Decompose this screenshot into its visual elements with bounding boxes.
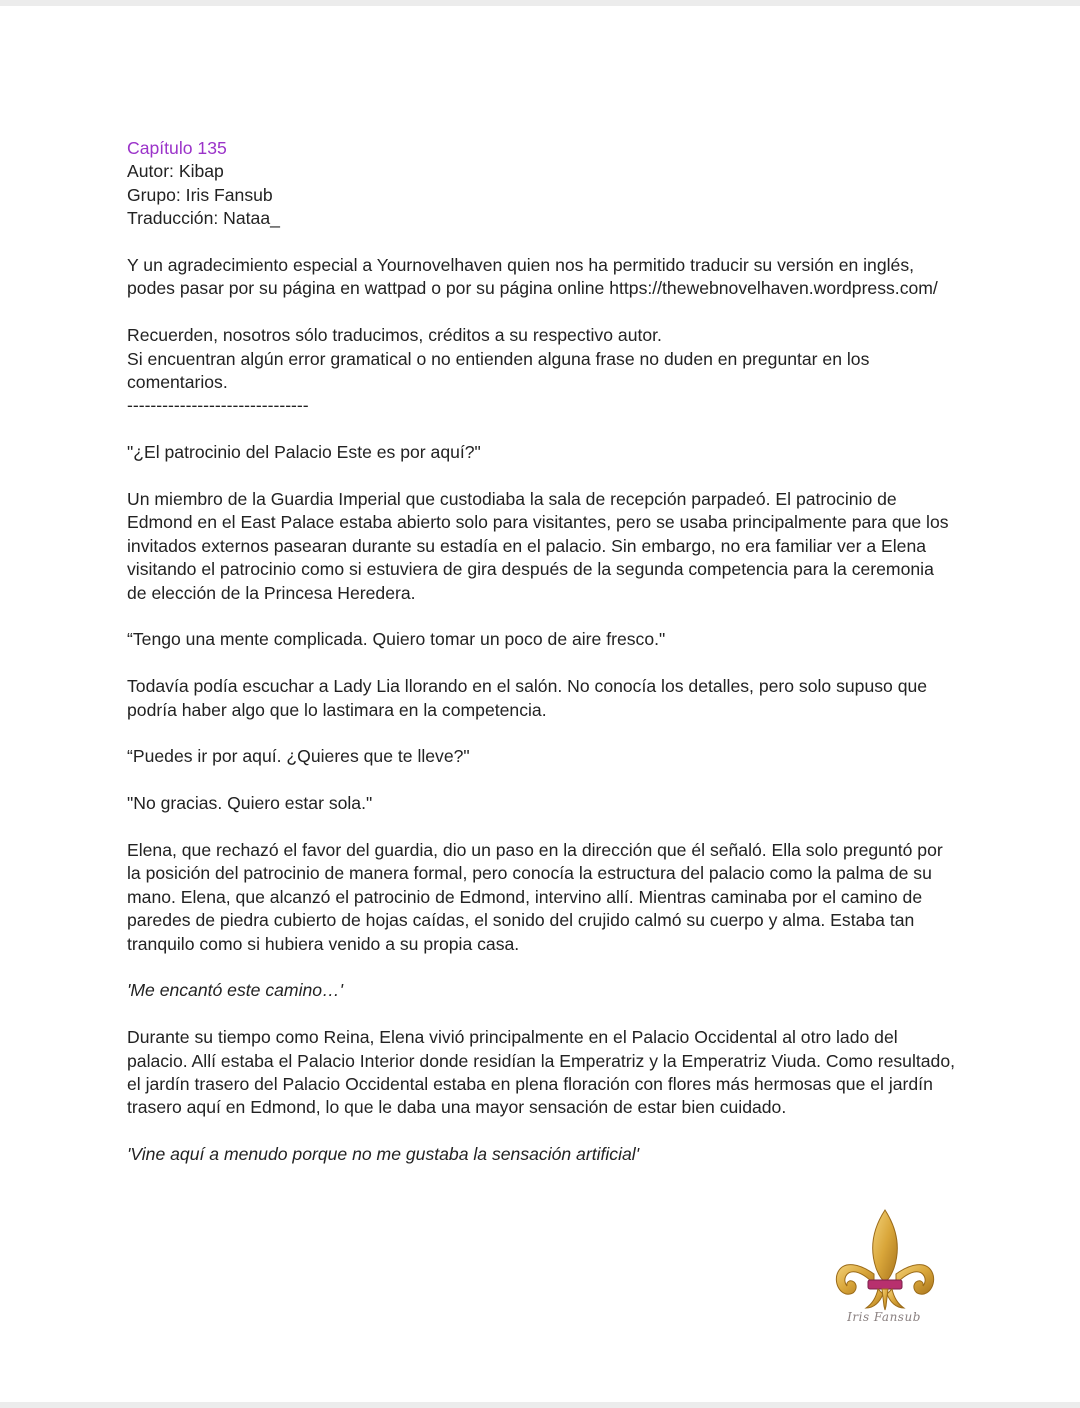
spacer: [127, 722, 957, 745]
logo-caption: Iris Fansub: [847, 1310, 921, 1324]
spacer: [127, 231, 957, 254]
spacer: [127, 956, 957, 979]
acknowledgement-paragraph: Y un agradecimiento especial a Yournovelhaven quien nos ha permitido traducir su versión en inglés, podes pasar por su página en wattpad o por su página online https://thewebnovelhaven.wordpress.com/: [127, 255, 938, 299]
spacer: [127, 816, 957, 839]
spacer: [127, 769, 957, 792]
author-line: Autor: Kibap: [127, 161, 224, 182]
spacer: [127, 652, 957, 675]
spacer: [127, 418, 957, 441]
story-paragraph-6: "No gracias. Quiero estar sola.": [127, 793, 373, 814]
chapter-title: Capítulo 135: [127, 138, 227, 158]
story-thought-2: 'Vine aquí a menudo porque no me gustaba la sensación artificial': [127, 1144, 640, 1165]
story-paragraph-4: Todavía podía escuchar a Lady Lia llorando en el salón. No conocía los detalles, pero solo supuso que podría haber algo que lo lastimara en la competencia.: [127, 676, 928, 720]
divider-line: -------------------------------: [127, 395, 309, 416]
story-paragraph-9: Durante su tiempo como Reina, Elena vivió principalmente en el Palacio Occidental al otro lado del palacio. Allí estaba el Palacio Interior donde residían la Emperatriz y la Emperatriz Viuda. Como resultado, el jardín trasero del Palacio Occidental estaba en plena floración con flores más hermosas que el jardín trasero aquí en Edmond, lo que le daba una mayor sensación de estar bien cuidado.: [127, 1027, 955, 1118]
document-content: [127, 137, 957, 1167]
story-paragraph-1: "¿El patrocinio del Palacio Este es por aquí?": [127, 442, 481, 463]
spacer: [127, 301, 957, 324]
story-paragraph-2: Un miembro de la Guardia Imperial que custodiaba la sala de recepción parpadeó. El patrocinio de Edmond en el East Palace estaba abierto solo para visitantes, pero se usaba principalmente para que los invitados externos pasearan durante su estadía en el palacio. Sin embargo, no era familiar ver a Elena visitando el patrocinio como si estuviera de gira después de la segunda competencia para la ceremonia de elección de la Princesa Heredera.: [127, 489, 949, 603]
group-line: Grupo: Iris Fansub: [127, 184, 273, 205]
story-paragraph-7: Elena, que rechazó el favor del guardia, dio un paso en la dirección que él señaló. Ella solo preguntó por la posición del patrocinio de manera formal, pero conocía la estructura del palacio como la palma de su mano. Elena, que alcanzó el patrocinio de Edmond, intervino allí. Mientras caminaba por el camino de paredes de piedra cubierto de hojas caídas, el sonido del crujido calmó su cuerpo y alma. Estaba tan tranquilo como si hubiera venido a su propia casa.: [127, 840, 943, 954]
spacer: [127, 465, 957, 488]
document-page: [0, 6, 1080, 1402]
story-paragraph-3: “Tengo una mente complicada. Quiero tomar un poco de aire fresco.": [127, 629, 666, 650]
translation-line: Traducción: Nataa_: [127, 208, 280, 229]
spacer: [127, 1003, 957, 1026]
story-thought-1: 'Me encantó este camino…': [127, 980, 343, 1001]
spacer: [127, 1120, 957, 1143]
spacer: [127, 605, 957, 628]
notice-line-1: Recuerden, nosotros sólo traducimos, créditos a su respectivo autor.: [127, 325, 662, 346]
notice-line-2: Si encuentran algún error gramatical o no entienden alguna frase no duden en preguntar en los comentarios.: [127, 348, 870, 393]
story-paragraph-5: “Puedes ir por aquí. ¿Quieres que te lleve?": [127, 746, 470, 767]
